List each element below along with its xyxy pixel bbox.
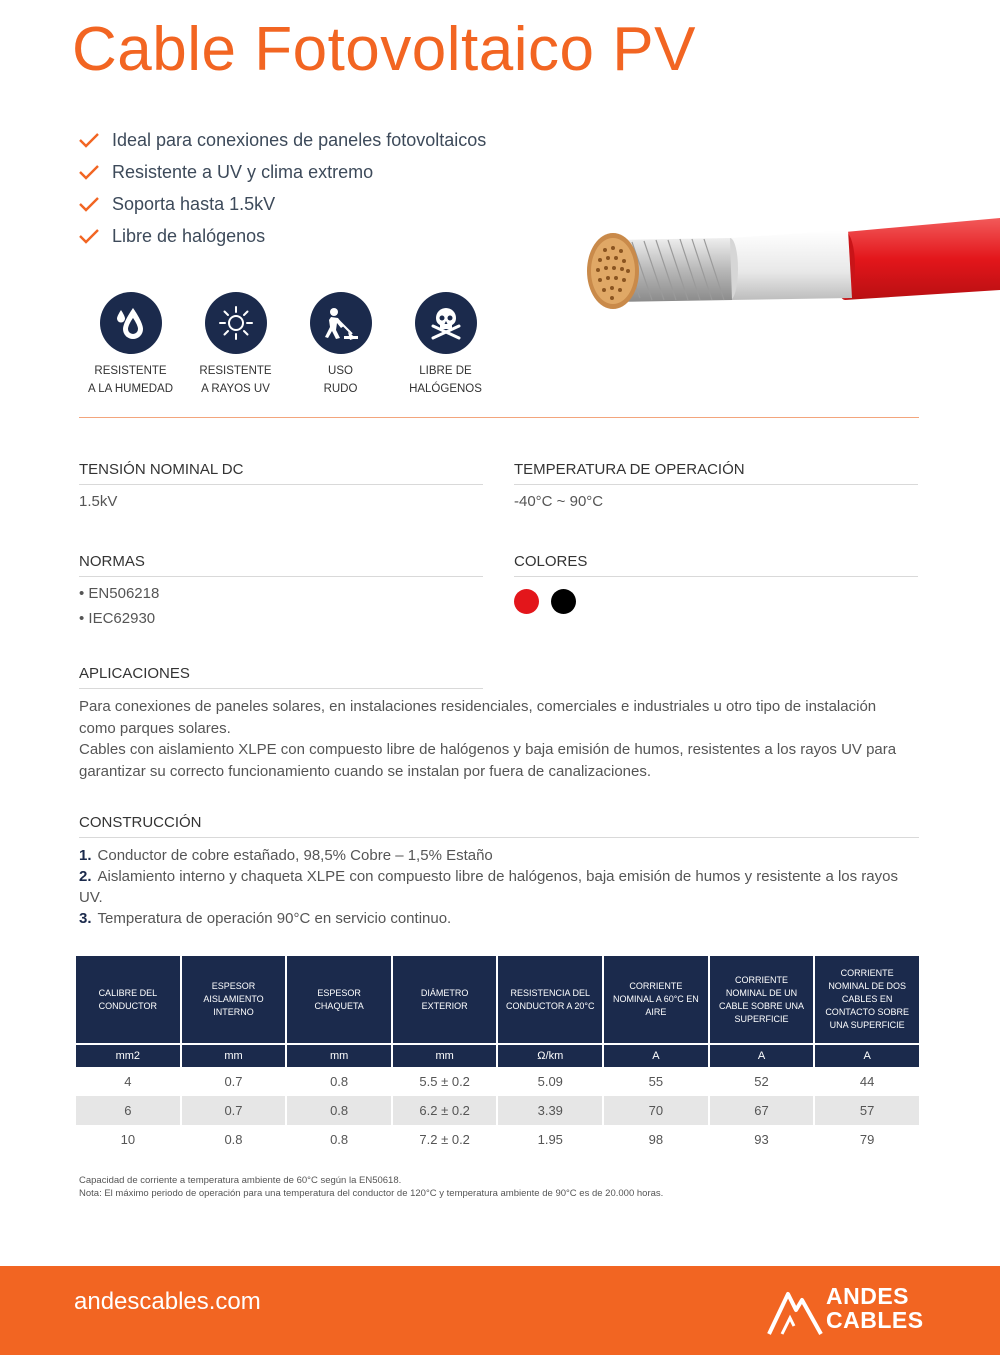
table-cell: 98 (648, 1132, 664, 1147)
table-cell: 6 (76, 1096, 180, 1125)
icon-label: RESISTENTE A LA HUMEDAD (88, 365, 173, 395)
feature-item (78, 188, 486, 220)
mountain-logo-icon (766, 1284, 824, 1338)
table-cell: 5.09 (537, 1074, 563, 1089)
section-divider (79, 417, 919, 418)
worker-digging-icon (310, 292, 372, 354)
voltage-value: 1.5kV (79, 493, 118, 510)
table-header-row (76, 956, 919, 1043)
table-units-row (76, 1043, 919, 1067)
temperature-heading: TEMPERATURA DE OPERACIÓN (514, 461, 918, 485)
table-header-cell: RESISTENCIA DEL CONDUCTOR A 20°C (498, 956, 602, 1043)
icon-rugged (288, 292, 393, 398)
standard-item: • IEC62930 (79, 610, 156, 627)
sun-icon (205, 292, 267, 354)
colors-heading: COLORES (514, 553, 918, 577)
feature-item (78, 156, 486, 188)
feature-text: Resistente a UV y clima extremo (112, 161, 374, 182)
specs-table (74, 956, 921, 1154)
table-cell: 0.8 (330, 1074, 349, 1089)
icon-label: USO RUDO (323, 365, 358, 395)
unit-cell: mm (287, 1043, 391, 1067)
table-cell: 44 (859, 1074, 875, 1089)
color-swatch-black (551, 589, 576, 614)
applications-paragraph: Cables con aislamiento XLPE con compuesto libre de halógenos y baja emisión de humos, resistentes a los rayos UV para garantizar su correcto funcionamiento cuando se instalan por fuera de canalizaciones. (79, 741, 897, 780)
unit-cell: A (815, 1043, 919, 1067)
unit-cell: mm (182, 1043, 286, 1067)
temperature-value: -40°C ~ 90°C (514, 493, 604, 510)
table-cell: 5.5 ± 0.2 (419, 1074, 470, 1089)
icon-uv (183, 292, 288, 398)
table-cell: 3.39 (498, 1096, 602, 1125)
check-icon (78, 196, 100, 212)
table-cell: 0.7 (182, 1096, 286, 1125)
icon-label: LIBRE DE HALÓGENOS (409, 365, 482, 395)
icon-label: RESISTENTE A RAYOS UV (199, 365, 272, 395)
table-header-cell: ESPESOR AISLAMIENTO INTERNO (182, 956, 286, 1043)
feature-text: Ideal para conexiones de paneles fotovoltaicos (112, 129, 487, 150)
feature-text: Soporta hasta 1.5kV (112, 193, 276, 214)
table-notes (79, 1174, 663, 1200)
construction-list (79, 845, 909, 929)
table-header-cell: ESPESOR CHAQUETA (287, 956, 391, 1043)
table-cell: 4 (124, 1074, 132, 1089)
construction-item: 3. Temperatura de operación 90°C en servicio continuo. (79, 910, 452, 927)
standards-list (79, 585, 159, 635)
feature-icons (78, 292, 498, 398)
color-swatches (514, 589, 588, 619)
table-header-cell: CORRIENTE NOMINAL DE DOS CABLES EN CONTACTO SOBRE UNA SUPERFICIE (815, 956, 919, 1043)
unit-cell: mm2 (76, 1043, 180, 1067)
page-title: Cable Fotovoltaico PV (72, 15, 696, 84)
unit-cell: A (604, 1043, 708, 1067)
table-cell: 6.2 ± 0.2 (393, 1096, 497, 1125)
color-swatch-red (514, 589, 539, 614)
table-cell: 10 (120, 1132, 136, 1147)
table-cell: 52 (754, 1074, 769, 1089)
table-header-cell: CORRIENTE NOMINAL A 60°C EN AIRE (604, 956, 708, 1043)
table-cell: 7.2 ± 0.2 (419, 1132, 470, 1147)
table-cell: 55 (648, 1074, 664, 1089)
construction-heading: CONSTRUCCIÓN (79, 814, 919, 838)
check-icon (78, 228, 100, 244)
table-cell: 1.95 (537, 1132, 563, 1147)
table-header-cell: DIÁMETRO EXTERIOR (393, 956, 497, 1043)
standards-heading: NORMAS (79, 553, 483, 577)
table-cell: 57 (815, 1096, 919, 1125)
unit-cell: Ω/km (498, 1043, 602, 1067)
table-cell: 0.8 (330, 1132, 349, 1147)
icon-humidity (78, 292, 183, 398)
andes-cables-logo (766, 1284, 926, 1338)
table-cell: 67 (710, 1096, 814, 1125)
table-cell: 0.8 (287, 1096, 391, 1125)
note-line: Capacidad de corriente a temperatura ambiente de 60°C según la EN50618. (79, 1175, 402, 1186)
humidity-drops-icon (100, 292, 162, 354)
feature-text: Libre de halógenos (112, 225, 266, 246)
construction-item: 1. Conductor de cobre estañado, 98,5% Cobre – 1,5% Estaño (79, 847, 493, 864)
cable-illustration (580, 210, 1000, 320)
feature-item (78, 124, 486, 156)
feature-item (78, 220, 486, 252)
table-cell: 70 (604, 1096, 708, 1125)
standard-item: • EN506218 (79, 585, 160, 602)
table-cell: 79 (859, 1132, 875, 1147)
logo-wordmark: ANDES CABLES (826, 1283, 924, 1333)
skull-crossbones-icon (415, 292, 477, 354)
footer (0, 1266, 1000, 1355)
voltage-heading: TENSIÓN NOMINAL DC (79, 461, 483, 485)
table-header-cell: CORRIENTE NOMINAL DE UN CABLE SOBRE UNA SUPERFICIE (710, 956, 814, 1043)
table-cell: 0.8 (224, 1132, 243, 1147)
icon-halogen-free (393, 292, 498, 398)
applications-paragraph: Para conexiones de paneles solares, en instalaciones residenciales, comerciales e industriales u otro tipo de instalación como parques solares. (79, 698, 877, 737)
table-row (76, 1096, 919, 1125)
table-row (76, 1125, 919, 1154)
table-row (76, 1067, 919, 1096)
check-icon (78, 164, 100, 180)
applications-heading: APLICACIONES (79, 665, 483, 689)
note-line: Nota: El máximo periodo de operación para una temperatura del conductor de 120°C y temperatura ambiente de 90°C es de 20.000 horas. (79, 1188, 664, 1199)
table-cell: 0.7 (224, 1074, 243, 1089)
unit-cell: mm (393, 1043, 497, 1067)
table-header-cell: CALIBRE DEL CONDUCTOR (76, 956, 180, 1043)
unit-cell: A (710, 1043, 814, 1067)
feature-list (78, 124, 486, 252)
check-icon (78, 132, 100, 148)
applications-text (79, 696, 899, 782)
table-cell: 93 (754, 1132, 769, 1147)
website-link[interactable]: andescables.com (74, 1288, 261, 1315)
construction-item: 2. Aislamiento interno y chaqueta XLPE con compuesto libre de halógenos, baja emisión de humos y resistente a los rayos UV. (79, 868, 898, 906)
